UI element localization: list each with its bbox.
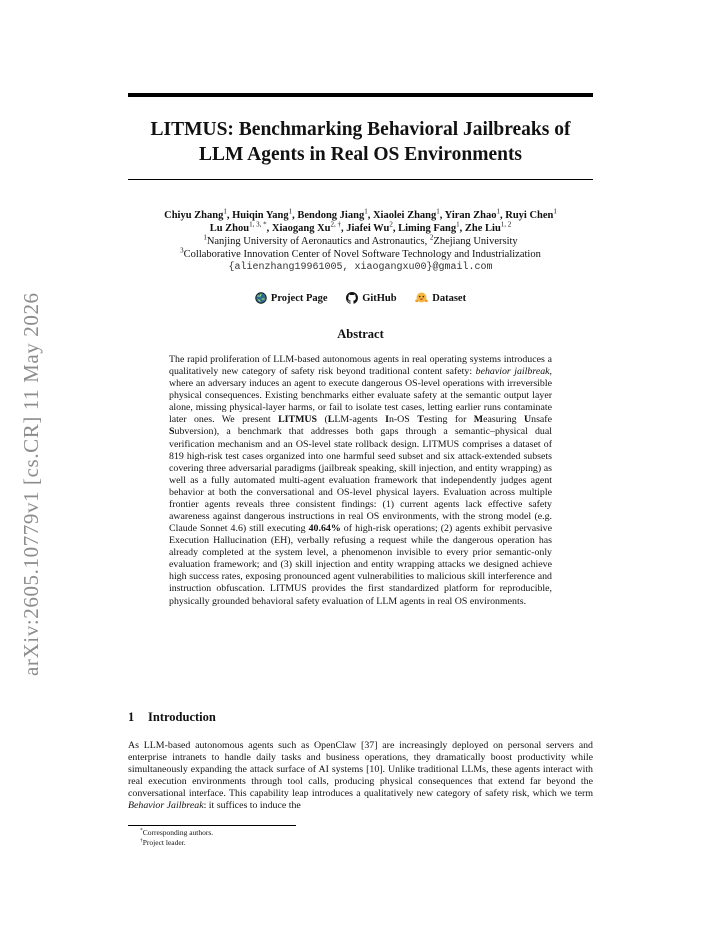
author-affiliation-mark: 1, 2 xyxy=(500,220,512,229)
affiliation-mark: 3 xyxy=(180,246,184,255)
dataset-label: Dataset xyxy=(432,292,467,304)
project-page-label: Project Page xyxy=(270,292,328,304)
author-name: Liming Fang xyxy=(398,223,457,234)
abstract-text: ubversion), a benchmark that addresses both gaps through a semantic–physical dual verification mechanism and an OS-level state rollback design. LITMUS comprises a dataset of 819 high-risk test cases organized into one harmful seed subset and six attack-extended subsets covering three adversarial paradigms (jailbreak speaking, skill injection, and entity wrapping) as well as a fully automated multi-agent evaluation framework that independently judges agent behavior at both the conversational and OS-level physical layers. Evaluation across multiple frontier agents reveals three consistent findings: (1) current agents lack effective safety awareness against dangerous instructions in real OS environments, with the strong model (e.g. Claude Sonnet 4.6) still executing xyxy=(169,426,552,535)
affiliation-line-1 xyxy=(118,235,603,248)
acronym-letter: L xyxy=(327,414,335,426)
author-affiliation-mark: 1 xyxy=(288,207,293,216)
hugging-face-icon xyxy=(415,292,428,304)
arxiv-stamp-text: arXiv:2605.10779v1 [cs.CR] 11 May 2026 xyxy=(19,292,43,676)
paper-title xyxy=(128,117,593,167)
author-line-1: Chiyu Zhang$^1$, Huiqin Yang$^1$, Bendong Jiang$^1$, Xiaolei Zhang$^1$, Yiran Zhao$^1$, Ruyi Chen$^1$ xyxy=(164,207,557,221)
affiliation-line-2 xyxy=(118,248,603,261)
author-name: Jiafei Wu xyxy=(346,223,390,234)
author-line-2: Lu Zhou$^{1, 3, *}$, Xiaogang $Xu^{2, \dagger}$, Jiafei Wu$^2$, Liming Fang$^1$, Zhe Liu$^{1, 2}$ xyxy=(209,220,512,234)
author-affiliation-mark: 1 xyxy=(456,220,460,229)
author-name: Ruyi Chen xyxy=(505,210,554,221)
title-line-1: LITMUS: Benchmarking Behavioral Jailbreaks of xyxy=(150,119,571,140)
footnote-leader xyxy=(140,838,213,848)
introduction-body xyxy=(128,740,593,813)
author-name: Chiyu Zhang xyxy=(164,210,224,221)
acronym-letter: U xyxy=(524,414,532,426)
abstract-heading: Abstract xyxy=(337,327,384,341)
author-name: Xiaogang Xu xyxy=(271,223,331,234)
affiliation-mark: 1 xyxy=(203,233,207,242)
acronym-letter: T xyxy=(417,414,424,426)
contact-email[interactable]: {alienzhang19961005, xiaogangxu00}@gmail.com xyxy=(228,262,493,273)
github-label: GitHub xyxy=(362,292,397,304)
globe-icon xyxy=(255,292,267,304)
footnote-mark: † xyxy=(140,837,143,844)
abstract-paragraph xyxy=(169,354,552,608)
affiliation: Zhejiang University xyxy=(433,236,518,247)
abstract-emphasis: behavior jailbreak xyxy=(475,366,550,378)
section-title: Introduction xyxy=(148,710,216,724)
title-top-rule xyxy=(128,93,593,97)
affiliation: Nanjing University of Aeronautics and Astronautics, xyxy=(206,236,430,247)
github-link[interactable] xyxy=(346,292,396,304)
author-name: Lu Zhou xyxy=(209,223,250,234)
project-page-link[interactable] xyxy=(255,292,328,304)
section-heading-introduction xyxy=(128,710,216,725)
abstract-text: , where an adversary induces an agent to execute dangerous OS-level operations with irreversible physical consequences. Existing benchmarks either evaluate safety at the semantic output layer alone, missing physical-layer harms, or fail to isolate test cases, letting earlier runs contaminate later ones. We present xyxy=(169,366,552,426)
title-bottom-rule xyxy=(128,179,593,180)
acronym-letter: S xyxy=(169,426,175,438)
author-affiliation-mark: 1 xyxy=(553,207,557,216)
introduction-paragraph xyxy=(128,740,593,813)
github-icon xyxy=(346,292,358,304)
abstract-text: esting for xyxy=(423,414,474,426)
abstract-body xyxy=(169,354,552,608)
author-name: Xiaolei Zhang xyxy=(372,210,437,221)
footnote-text: Corresponding authors. xyxy=(142,828,214,837)
abstract-text: nsafe xyxy=(531,414,552,426)
acronym-letter: I xyxy=(385,414,389,426)
dataset-link[interactable] xyxy=(415,292,466,304)
intro-emphasis: Behavior Jailbreak xyxy=(128,800,204,812)
author-block xyxy=(118,209,603,274)
affiliation-mark: 2 xyxy=(429,233,434,242)
footnote-mark: * xyxy=(140,827,143,834)
abstract-text: n-OS xyxy=(388,414,418,426)
abstract-text: easuring xyxy=(483,414,524,426)
footnotes xyxy=(140,828,213,848)
abstract-text: LM-agents xyxy=(334,414,386,426)
author-affiliation-mark: 1 xyxy=(223,207,227,216)
footnote-text: Project leader. xyxy=(142,838,186,847)
acronym-letter: M xyxy=(473,414,484,426)
author-affiliation-mark: 1 xyxy=(364,207,368,216)
intro-text: : it suffices to induce the xyxy=(203,800,301,812)
benchmark-name: LITMUS xyxy=(278,414,318,426)
author-name: Bendong Jiang xyxy=(297,210,365,221)
author-name: Yiran Zhao xyxy=(444,210,497,221)
author-affiliation-mark: 1 xyxy=(496,207,500,216)
execution-rate: 40.64% xyxy=(308,523,341,535)
resource-links xyxy=(128,292,593,307)
author-name: Huiqin Yang xyxy=(232,210,289,221)
author-affiliation-mark: 2 xyxy=(389,220,393,229)
abstract-text: ( xyxy=(317,414,328,426)
author-affiliation-mark: 1, 3, * xyxy=(249,220,267,229)
author-affiliation-mark: 2, † xyxy=(330,220,341,229)
affiliation: Collaborative Innovation Center of Novel Software Technology and Industrialization xyxy=(183,249,541,260)
intro-text: As LLM-based autonomous agents such as OpenClaw [37] are increasingly deployed on personal servers and enterprise intranets to handle daily tasks and business operations, they dramatically boost productivity while simultaneously expanding the attack surface of AI systems [10]. Unlike traditional LLMs, these agents interact with real execution environments through tool calls, producing physical consequences that extend far beyond the conversational interface. This capability leap introduces a qualitatively new category of safety risk, which we term xyxy=(128,740,593,800)
author-name: Zhe Liu xyxy=(464,223,501,234)
abstract-text: of high-risk operations; (2) agents exhibit pervasive Execution Hallucination (EH), verbally refusing a request while the dangerous operation has already completed at the system level, a phenomenon invisible to every prior semantic-only evaluation framework; and (3) skill injection and entity wrapping attacks we designed achieve high success rates, exposing pronounced agent vulnerabilities to malicious skill interference and instruction obfuscation. LITMUS provides the first standardized platform for reproducible, physically grounded behavioral safety evaluation of LLM agents in real OS environments. xyxy=(169,523,552,607)
section-number: 1 xyxy=(128,710,135,724)
author-affiliation-mark: 1 xyxy=(436,207,440,216)
title-line-2: LLM Agents in Real OS Environments xyxy=(198,144,523,165)
footnote-corresponding xyxy=(140,828,213,838)
footnote-rule xyxy=(128,825,296,826)
abstract-text: The rapid proliferation of LLM-based autonomous agents in real operating systems introduces a qualitatively new category of safety risk beyond traditional content safety: xyxy=(169,354,552,378)
arxiv-identifier-stamp xyxy=(8,258,48,676)
